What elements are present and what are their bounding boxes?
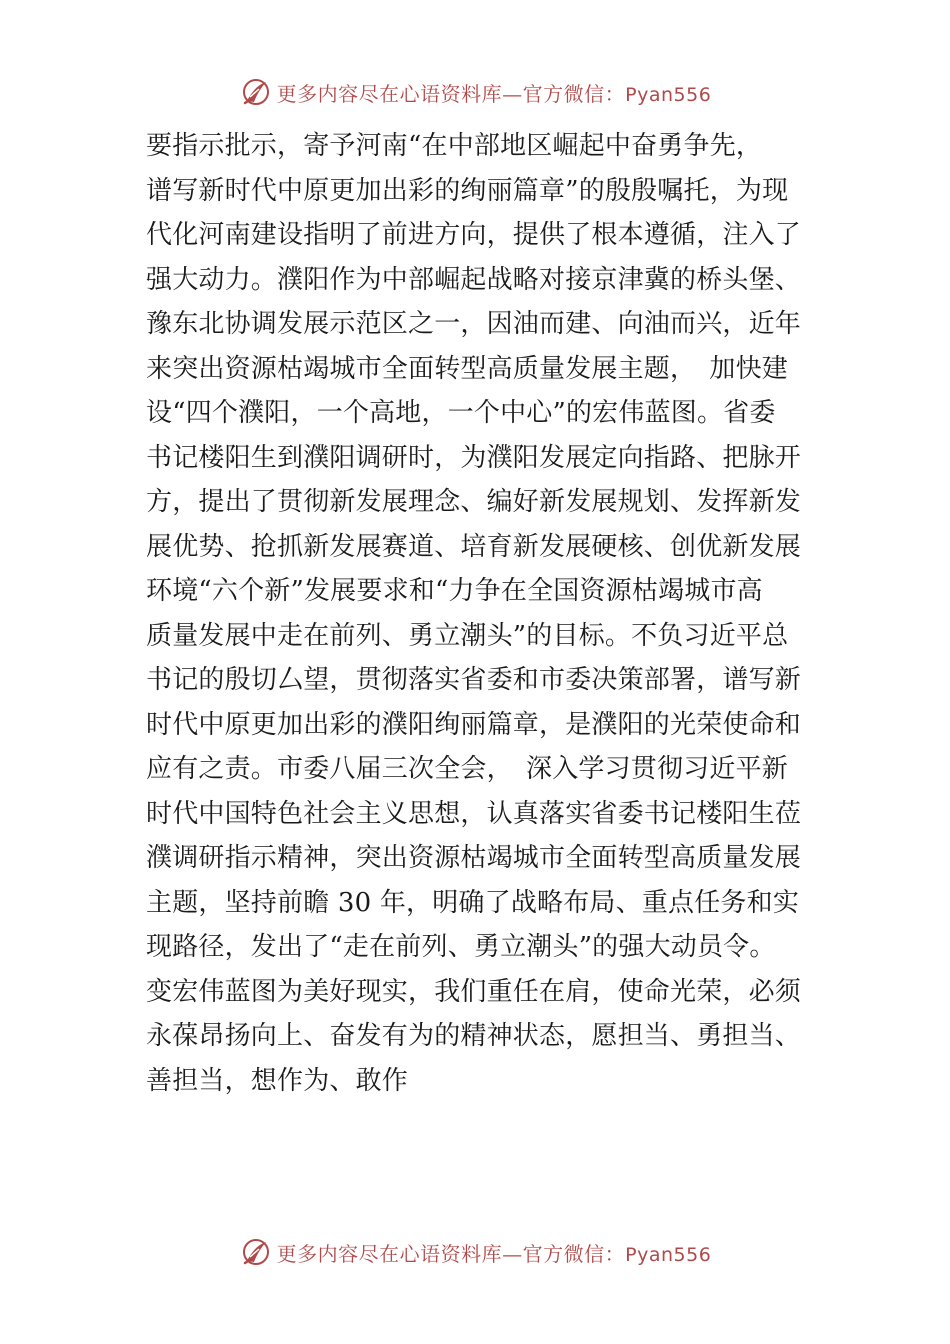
red-ribbon-logo-icon	[239, 1235, 273, 1269]
text-line: 谱写新时代中原更加出彩的绚丽篇章”的殷殷嘱托，为现	[146, 175, 789, 206]
text-line: 豫东北协调发展示范区之一，因油而建、向油而兴，近年	[146, 309, 802, 339]
text-line: 书记楼阳生到濮阳调研时，为濮阳发展定向指路、把脉开	[146, 442, 802, 473]
text-line: 展优势、抢抓新发展赛道、培育新发展硬核、创优新发展	[146, 531, 802, 562]
text-line: 现路径，发出了“走在前列、勇立潮头”的强大动员令。	[146, 932, 776, 962]
text-line: 环境“六个新”发展要求和“力争在全国资源枯竭城市高	[146, 576, 763, 606]
document-body	[146, 124, 826, 1103]
text-line: 强大动力。濮阳作为中部崛起战略对接京津冀的桥头堡、	[146, 264, 802, 295]
text-line: 书记的殷切厶望，贯彻落实省委和市委决策部署，谱写新	[146, 665, 802, 695]
text-line: 要指示批示，寄予河南“在中部地区崛起中奋勇争先，	[146, 131, 763, 161]
red-ribbon-logo-icon	[239, 75, 273, 109]
header-banner	[0, 72, 950, 112]
text-line: 应有之责。市委八届三次全会， 深入学习贯彻习近平新	[146, 754, 789, 784]
text-line: 代化河南建设指明了前进方向，提供了根本遵循，注入了	[146, 220, 802, 250]
text-line: 方，提出了贯彻新发展理念、编好新发展规划、发挥新发	[146, 487, 802, 517]
banner-contact: Pyan556	[625, 1243, 712, 1266]
text-line: 善担当，想作为、敢作	[146, 1065, 409, 1096]
text-line: 主题，坚持前瞻 30 年，明确了战略布局、重点任务和实	[146, 887, 800, 918]
banner-contact: Pyan556	[625, 83, 712, 106]
text-line: 永葆昂扬向上、奋发有为的精神状态，愿担当、勇担当、	[146, 1021, 802, 1051]
text-line: 质量发展中走在前列、勇立潮头”的目标。不负习近平总	[146, 620, 789, 651]
banner-text	[277, 78, 712, 107]
banner-text	[277, 1238, 712, 1267]
text-line: 变宏伟蓝图为美好现实，我们重任在肩，使命光荣，必须	[146, 976, 802, 1007]
banner-label: 更多内容尽在心语资料库—官方微信：	[276, 81, 626, 106]
text-line: 时代中国特色社会主义思想，认真落实省委书记楼阳生莅	[146, 798, 802, 829]
text-line: 来突出资源枯竭城市全面转型高质量发展主题， 加快建	[146, 353, 789, 384]
footer-banner	[0, 1232, 950, 1272]
banner-label: 更多内容尽在心语资料库—官方微信：	[276, 1241, 626, 1266]
text-line: 濮调研指示精神，突出资源枯竭城市全面转型高质量发展	[146, 843, 802, 873]
text-line: 设“四个濮阳，一个高地，一个中心”的宏伟蓝图。省委	[146, 398, 776, 428]
text-line: 时代中原更加出彩的濮阳绚丽篇章，是濮阳的光荣使命和	[146, 709, 802, 740]
